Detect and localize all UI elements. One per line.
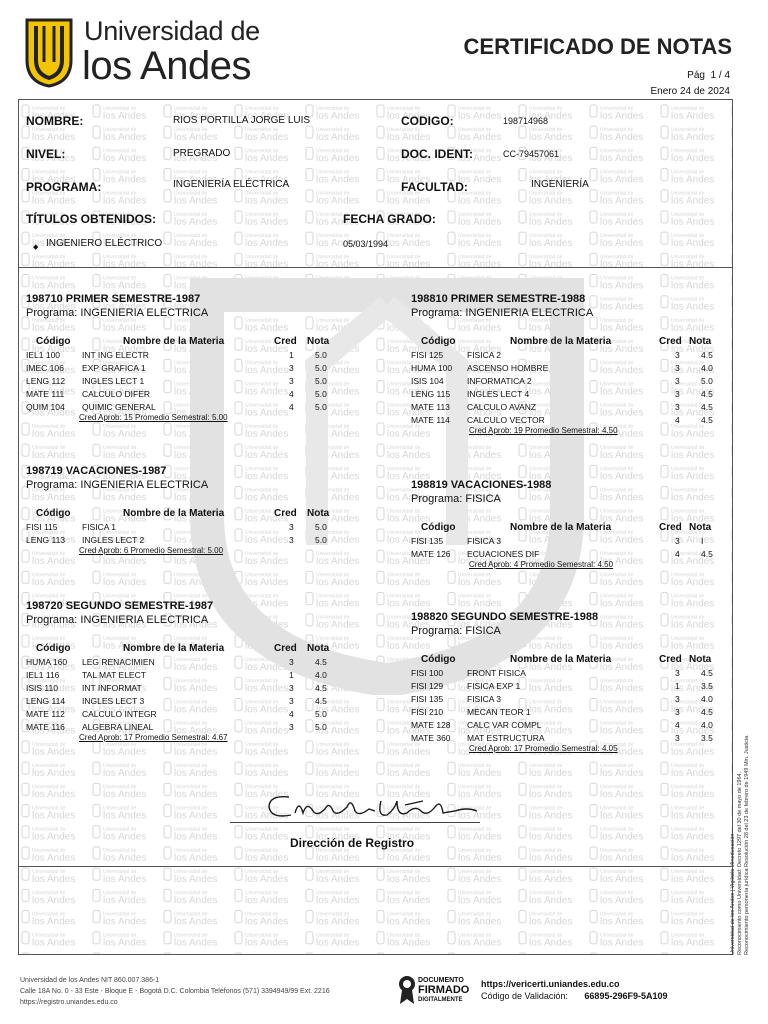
course-name: ASCENSO HOMBRE <box>467 363 549 373</box>
course-name: CALCULO AVANZ <box>467 402 537 412</box>
course-credits: 3 <box>289 522 294 532</box>
doc-label: DOC. IDENT: <box>401 147 473 161</box>
course-credits: 3 <box>289 683 294 693</box>
course-credits: 4 <box>675 549 680 559</box>
course-credits: 3 <box>675 694 680 704</box>
course-code: MATE 128 <box>411 720 451 730</box>
course-code: FISI 210 <box>411 707 444 717</box>
course-code: MATE 360 <box>411 733 451 743</box>
column-header-codigo: Código <box>36 508 71 519</box>
course-name: INGLES LECT 1 <box>82 376 145 386</box>
column-header-nota: Nota <box>307 643 330 654</box>
course-grade: 4.0 <box>315 670 327 680</box>
course-name: CALCULO INTEGR <box>82 709 157 719</box>
side-legal-text <box>728 690 768 960</box>
course-name: MAT ESTRUCTURA <box>467 733 545 743</box>
course-name: INT ING ELECTR <box>82 350 149 360</box>
course-grade: 4.5 <box>701 707 713 717</box>
course-credits: 3 <box>675 350 680 360</box>
course-credits: 3 <box>675 707 680 717</box>
course-credits: 4 <box>289 389 294 399</box>
semester-program: Programa: INGENIERIA ELECTRICA <box>26 307 209 319</box>
semester-summary: Cred Aprob: 4 Promedio Semestral: 4.50 <box>469 560 614 569</box>
nivel-label: NIVEL: <box>26 147 66 161</box>
course-name: FISICA EXP 1 <box>467 681 521 691</box>
semester-summary: Cred Aprob: 15 Promedio Semestral: 5.00 <box>79 413 228 422</box>
column-header-nombre: Nombre de la Materia <box>510 654 612 665</box>
column-header-cred: Cred <box>274 508 297 519</box>
course-code: HUMA 100 <box>411 363 453 373</box>
semester-summary: Cred Aprob: 19 Promedio Semestral: 4.50 <box>469 426 618 435</box>
semester-program: Programa: INGENIERIA ELECTRICA <box>26 614 209 626</box>
column-header-cred: Cred <box>274 336 297 347</box>
footer-nit: Universidad de los Andes NIT 860.007.386-1 <box>20 977 160 984</box>
semester-program: Programa: FISICA <box>411 493 501 505</box>
course-credits: 1 <box>289 350 294 360</box>
column-header-nota: Nota <box>689 522 712 533</box>
course-name: INGLES LECT 3 <box>82 696 145 706</box>
column-header-nombre: Nombre de la Materia <box>123 643 225 654</box>
semester-summary: Cred Aprob: 17 Promedio Semestral: 4.67 <box>79 733 228 742</box>
course-credits: 1 <box>289 670 294 680</box>
signed-seal-icon <box>398 974 416 1006</box>
column-header-nombre: Nombre de la Materia <box>510 522 612 533</box>
course-code: MATE 116 <box>26 722 65 732</box>
course-grade: 4.5 <box>315 683 327 693</box>
page-separator: / <box>718 70 722 81</box>
course-grade: 5.0 <box>315 363 327 373</box>
column-header-cred: Cred <box>659 336 682 347</box>
course-code: MATE 113 <box>411 402 450 412</box>
course-code: IMEC 106 <box>26 363 64 373</box>
course-grade: 4.5 <box>701 389 713 399</box>
certificate-content <box>19 100 732 954</box>
course-code: MATE 114 <box>411 415 450 425</box>
course-code: FISI 100 <box>411 668 444 678</box>
page-total: 4 <box>724 70 730 81</box>
course-credits: 3 <box>289 535 294 545</box>
page-indicator <box>687 70 730 81</box>
semester-program: Programa: INGENIERIA ELECTRICA <box>411 307 594 319</box>
course-credits: 3 <box>675 668 680 678</box>
semester-title: 198710 PRIMER SEMESTRE-1987 <box>26 293 201 305</box>
university-logo <box>22 14 260 94</box>
certificate-frame <box>18 99 733 955</box>
course-grade: 5.0 <box>315 376 327 386</box>
course-name: FISICA 1 <box>82 522 117 532</box>
signature-office: Dirección de Registro <box>290 836 415 850</box>
course-code: FISI 129 <box>411 681 444 691</box>
badge-text-line3: DIGITALMENTE <box>418 997 463 1003</box>
course-grade: 5.0 <box>701 376 713 386</box>
course-credits: 4 <box>289 402 294 412</box>
titulos-label: TÍTULOS OBTENIDOS: <box>26 212 156 226</box>
section-divider-top <box>19 267 732 268</box>
course-grade: 4.5 <box>701 415 713 425</box>
course-name: CALCULO VECTOR <box>467 415 545 425</box>
course-grade: 5.0 <box>315 402 327 412</box>
course-grade: 3.5 <box>701 733 713 743</box>
course-code: FISI 135 <box>411 694 444 704</box>
course-code: ISIS 104 <box>411 376 444 386</box>
logo-text-line2: los Andes <box>82 44 251 88</box>
facultad-label: FACULTAD: <box>401 180 468 194</box>
footer-address: Calle 18A No. 0 - 33 Este - Bloque E - Bogotá D.C. Colombia Teléfonos (571) 3394949/99 Ext. 2216 <box>20 988 330 995</box>
course-code: LENG 114 <box>26 696 66 706</box>
course-code: QUIM 104 <box>26 402 65 412</box>
course-credits: 3 <box>675 402 680 412</box>
codigo-label: CODIGO: <box>401 114 454 128</box>
course-name: FISICA 3 <box>467 536 502 546</box>
course-name: INGLES LECT 2 <box>82 535 145 545</box>
column-header-cred: Cred <box>659 654 682 665</box>
course-credits: 3 <box>289 722 294 732</box>
course-grade: 4.0 <box>701 720 713 730</box>
section-divider-bottom <box>19 866 732 867</box>
course-credits: 3 <box>675 536 680 546</box>
course-grade: 4.5 <box>701 402 713 412</box>
course-name: INGLES LECT 4 <box>467 389 530 399</box>
course-grade: 4.0 <box>701 363 713 373</box>
page-label: Pág <box>687 70 705 81</box>
column-header-cred: Cred <box>659 522 682 533</box>
course-grade: 5.0 <box>315 522 327 532</box>
course-name: INFORMATICA 2 <box>467 376 532 386</box>
nivel-value: PREGRADO <box>173 148 231 159</box>
side-text-line3: Reconocimiento personería jurídica Resolución 28 del 23 de febrero de 1949 Min. Justicia. <box>744 734 750 955</box>
footer-contact <box>20 975 330 1008</box>
course-grade: 4.5 <box>315 657 327 667</box>
course-code: MATE 111 <box>26 389 65 399</box>
course-name: MECAN TEOR 1 <box>467 707 531 717</box>
course-credits: 3 <box>675 389 680 399</box>
validation-code: 66895-296F9-5A109 <box>584 991 668 1001</box>
course-code: IEL1 116 <box>26 670 60 680</box>
course-code: HUMA 160 <box>26 657 68 667</box>
semester-title: 198720 SEGUNDO SEMESTRE-1987 <box>26 600 214 612</box>
digital-signature-badge <box>398 974 478 1008</box>
column-header-nota: Nota <box>307 508 330 519</box>
footer-web-link[interactable]: https://registro.uniandes.edu.co <box>20 999 118 1006</box>
column-header-nombre: Nombre de la Materia <box>510 336 612 347</box>
university-crest-icon <box>22 16 76 88</box>
verification-url[interactable]: https://vericerti.uniandes.edu.co <box>481 979 620 989</box>
column-header-codigo: Código <box>36 336 71 347</box>
course-code: MATE 112 <box>26 709 65 719</box>
course-code: LENG 112 <box>26 376 66 386</box>
semester-title: 198719 VACACIONES-1987 <box>26 465 167 477</box>
course-name: FISICA 3 <box>467 694 502 704</box>
column-header-codigo: Código <box>36 643 71 654</box>
course-name: ALGEBRA LINEAL <box>82 722 154 732</box>
column-header-codigo: Código <box>421 336 456 347</box>
course-credits: 4 <box>675 415 680 425</box>
document-title: CERTIFICADO DE NOTAS <box>463 34 732 59</box>
course-name: FRONT FISICA <box>467 668 526 678</box>
course-grade: 5.0 <box>315 389 327 399</box>
semester-title: 198820 SEGUNDO SEMESTRE-1988 <box>411 611 599 623</box>
course-name: FISICA 2 <box>467 350 502 360</box>
course-code: FISI 115 <box>26 522 58 532</box>
course-code: FISI 125 <box>411 350 444 360</box>
column-header-nota: Nota <box>689 654 712 665</box>
course-grade: 4.5 <box>701 350 713 360</box>
programa-value: INGENIERÍA ELÉCTRICA <box>173 179 290 190</box>
semester-summary: Cred Aprob: 6 Promedio Semestral: 5.00 <box>79 546 224 555</box>
course-code: LENG 113 <box>26 535 66 545</box>
course-code: MATE 126 <box>411 549 451 559</box>
course-name: EXP GRAFICA 1 <box>82 363 146 373</box>
semester-title: 198819 VACACIONES-1988 <box>411 479 552 491</box>
semester-summary: Cred Aprob: 17 Promedio Semestral: 4.05 <box>469 744 618 753</box>
document-date: Enero 24 de 2024 <box>650 86 730 97</box>
course-credits: 1 <box>675 681 680 691</box>
course-name: QUIMIC GENERAL <box>82 402 156 412</box>
nombre-label: NOMBRE: <box>26 114 84 128</box>
course-name: ECUACIONES DIF <box>467 549 540 559</box>
doc-value: CC-79457061 <box>503 149 560 159</box>
course-grade: 5.0 <box>315 350 327 360</box>
course-grade: 4.5 <box>701 668 713 678</box>
validation-label: Código de Validación: <box>481 991 568 1001</box>
course-name: TAL MAT ELECT <box>82 670 146 680</box>
course-credits: 3 <box>289 696 294 706</box>
course-code: ISIS 110 <box>26 683 58 693</box>
course-grade: 4.5 <box>315 696 327 706</box>
course-grade: 4.5 <box>701 549 713 559</box>
side-text-line1: Universidad de los Andes | Vigilada Mineducación <box>730 833 736 955</box>
column-header-codigo: Código <box>421 654 456 665</box>
course-code: LENG 115 <box>411 389 451 399</box>
column-header-nota: Nota <box>689 336 712 347</box>
course-code: FISI 135 <box>411 536 444 546</box>
validation-code-row <box>481 991 667 1001</box>
course-credits: 3 <box>289 657 294 667</box>
semester-program: Programa: FISICA <box>411 625 501 637</box>
course-credits: 3 <box>289 363 294 373</box>
badge-text-line2: FIRMADO <box>418 984 470 996</box>
side-text-line2: Reconocimiento como Universidad: Decreto 1297 del 30 de mayo de 1964. <box>737 771 743 955</box>
semester-title: 198810 PRIMER SEMESTRE-1988 <box>411 293 586 305</box>
column-header-nota: Nota <box>307 336 330 347</box>
course-credits: 4 <box>289 709 294 719</box>
course-name: INT INFORMAT <box>82 683 142 693</box>
programa-label: PROGRAMA: <box>26 180 102 194</box>
nombre-value: RIOS PORTILLA JORGE LUIS <box>173 115 311 126</box>
course-grade: 5.0 <box>315 535 327 545</box>
course-grade: 3.5 <box>701 681 713 691</box>
titulo-value: INGENIERO ELÉCTRICO <box>46 238 163 249</box>
course-credits: 3 <box>675 363 680 373</box>
course-credits: 4 <box>675 720 680 730</box>
facultad-value: INGENIERÍA <box>531 179 589 190</box>
page-current: 1 <box>710 70 717 81</box>
course-code: IEL1 100 <box>26 350 61 360</box>
badge-text-line1: DOCUMENTO <box>418 977 464 984</box>
course-credits: 3 <box>675 733 680 743</box>
course-name: LEG RENACIMIEN <box>82 657 155 667</box>
course-name: CALCULO DIFER <box>82 389 151 399</box>
course-grade: I <box>701 536 704 546</box>
column-header-cred: Cred <box>274 643 297 654</box>
logo-text-line1: Universidad de <box>84 16 260 46</box>
course-credits: 3 <box>675 376 680 386</box>
course-name: CALC VAR COMPL <box>467 720 542 730</box>
course-credits: 3 <box>289 376 294 386</box>
course-grade: 5.0 <box>315 709 327 719</box>
codigo-value: 198714968 <box>503 116 549 126</box>
column-header-nombre: Nombre de la Materia <box>123 336 225 347</box>
fecha-grado-value: 05/03/1994 <box>343 239 389 249</box>
bullet-icon: ◆ <box>33 244 39 251</box>
course-grade: 5.0 <box>315 722 327 732</box>
semester-program: Programa: INGENIERIA ELECTRICA <box>26 479 209 491</box>
column-header-codigo: Código <box>421 522 456 533</box>
course-grade: 4.0 <box>701 694 713 704</box>
fecha-grado-label: FECHA GRADO: <box>343 212 436 226</box>
column-header-nombre: Nombre de la Materia <box>123 508 225 519</box>
